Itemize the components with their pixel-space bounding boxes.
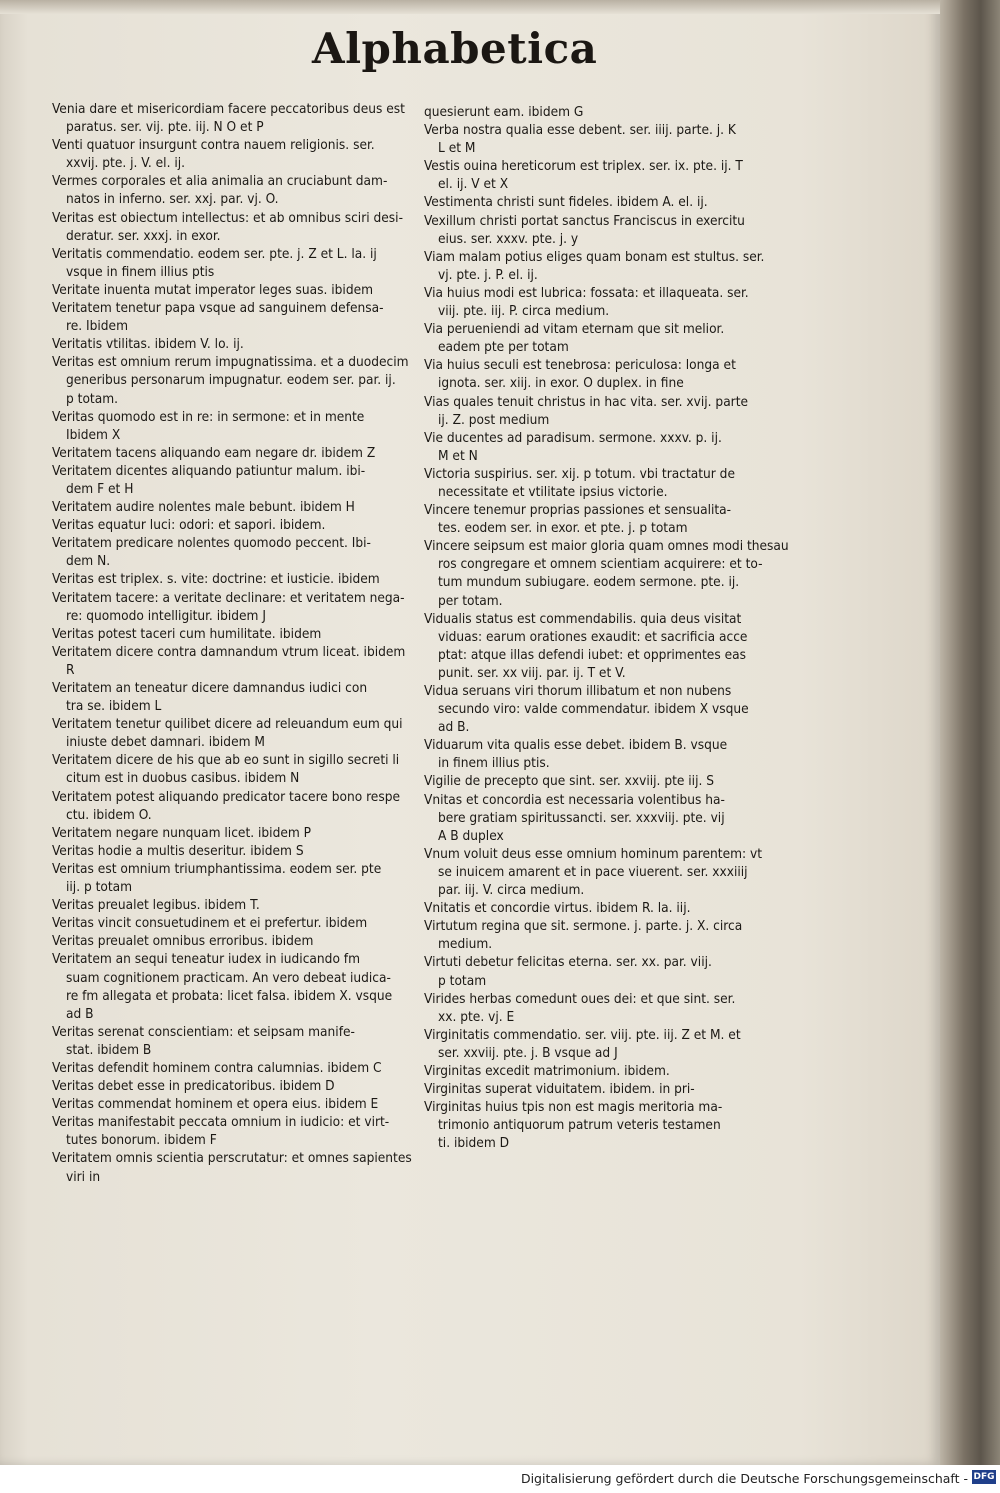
index-entry: Vnitas et concordia est necessaria volentibus ha- bere gratiam spiritussancti. ser. xxxviij. pte. vij A B duplex [424, 791, 725, 844]
index-entry: Vermes corporales et alia animalia an cruciabunt dam- natos in inferno. ser. xxj. par. vj. O. [52, 173, 388, 208]
index-entry: Veritas potest taceri cum humilitate. ibidem [52, 625, 322, 642]
index-entry: Veritatem tenetur quilibet dicere ad releuandum eum qui iniuste debet damnari. ibidem M [52, 716, 403, 751]
index-entry: Venia dare et misericordiam facere peccatoribus deus est paratus. ser. vij. pte. iij. N O et P [52, 101, 405, 136]
index-entry: Veritatem dicere de his que ab eo sunt in sigillo secreti li citum est in duobus casibus. ibidem N [52, 752, 400, 787]
index-entry: Veritatem potest aliquando predicator tacere bono respe ctu. ibidem O. [52, 788, 400, 823]
index-entry: Virginitas excedit matrimonium. ibidem. [424, 1062, 670, 1079]
index-entry: Vnum voluit deus esse omnium hominum parentem: vt se inuicem amarent et in pace viuerent. ser. xxxiiij par. iij. V. circa medium. [424, 845, 763, 899]
index-entry: Venti quatuor insurgunt contra nauem religionis. ser. xxvij. pte. j. V. el. ij. [52, 137, 375, 172]
book-edge [935, 0, 1000, 1465]
index-entry: Vidualis status est commendabilis. quia deus visitat viduas: earum orationes exaudit: et sacrificia acce ptat: atque illas defendi iubet: et opprimentes eas punit. ser. xx viij. par. ij. T et V. [424, 610, 748, 681]
footer-credit: Digitalisierung gefördert durch die Deutsche Forschungsgemeinschaft - [520, 1471, 968, 1486]
index-entry: Virginitas huius tpis non est magis meritoria ma- trimonio antiquorum patrum veteris testamen ti. ibidem D [424, 1099, 723, 1152]
index-entry: Veritatis vtilitas. ibidem V. lo. ij. [52, 336, 244, 353]
index-entry: Veritas est obiectum intellectus: et ab omnibus sciri desi- deratur. ser. xxxj. in exor. [52, 209, 403, 244]
index-entry: Virginitatis commendatio. ser. viij. pte. iij. Z et M. et ser. xxviij. pte. j. B vsque ad J [424, 1026, 741, 1061]
index-entry: Veritas defendit hominem contra calumnias. ibidem C [52, 1059, 382, 1076]
index-entry: Vnitatis et concordie virtus. ibidem R. la. iij. [424, 900, 691, 917]
index-entry: Vincere seipsum est maior gloria quam omnes modi thesau ros congregare et omnem scientiam acquirere: et to- tum mundum subiugare. eodem sermone. pte. ij. per totam. [424, 538, 789, 609]
dfg-logo: DFG [973, 1472, 995, 1482]
footer-bar [0, 1465, 1000, 1493]
index-entry: Vestimenta christi sunt fideles. ibidem A. el. ij. [424, 194, 708, 211]
index-entry: Veritatem dicentes aliquando patiuntur malum. ibi- dem F et H [52, 462, 366, 497]
index-entry: Veritas equatur luci: odori: et sapori. ibidem. [52, 517, 326, 534]
page-top-edge [0, 0, 940, 14]
index-entry: Via perueniendi ad vitam eternam que sit melior. eadem pte per totam [424, 321, 725, 356]
index-entry: Veritas vincit consuetudinem et ei prefertur. ibidem [52, 915, 368, 932]
index-entry: Vigilie de precepto que sint. ser. xxviij. pte iij. S [424, 773, 715, 790]
index-entry: Vidua seruans viri thorum illibatum et non nubens secundo viro: valde commendatur. ibidem X vsque ad B. [424, 683, 749, 736]
index-entry: Veritatem an sequi teneatur iudex in iudicando fm suam cognitionem practicam. An vero debeat iudica- re fm allegata et probata: licet falsa. ibidem X. vsque ad B [52, 951, 393, 1022]
index-entry: Vie ducentes ad paradisum. sermone. xxxv. p. ij. M et N [424, 429, 722, 464]
index-entry: Verba nostra qualia esse debent. ser. iiij. parte. j. K L et M [424, 122, 736, 157]
index-entry: Viduarum vita qualis esse debet. ibidem B. vsque in finem illius ptis. [424, 737, 728, 772]
index-entry: Veritas hodie a multis deseritur. ibidem S [52, 842, 304, 859]
index-entry: Vexillum christi portat sanctus Franciscus in exercitu eius. ser. xxxv. pte. j. y [424, 212, 745, 247]
index-entry: Victoria suspirius. ser. xij. p totum. vbi tractatur de necessitate et vtilitate ipsius victorie. [424, 465, 735, 500]
index-entry: Virides herbas comedunt oues dei: et que sint. ser. xx. pte. vj. E [424, 990, 736, 1025]
index-entry: Veritatem predicare nolentes quomodo peccent. Ibi- dem N. [52, 535, 371, 570]
index-entry: Veritatem audire nolentes male bebunt. ibidem H [52, 499, 355, 516]
index-entry: Veritas manifestabit peccata omnium in iudicio: et virt- tutes bonorum. ibidem F [52, 1114, 390, 1149]
index-entry: Vincere tenemur proprias passiones et sensualita- tes. eodem ser. in exor. et pte. j. p totam [424, 502, 732, 537]
index-entry: quesierunt eam. ibidem G [424, 104, 584, 120]
index-entry: Vestis ouina hereticorum est triplex. ser. ix. pte. ij. T el. ij. V et X [424, 158, 743, 193]
index-entry: Veritatem tacens aliquando eam negare dr. ibidem Z [52, 444, 376, 461]
index-entry: Virginitas superat viduitatem. ibidem. in pri- [424, 1081, 695, 1098]
index-entry: Veritas preualet omnibus erroribus. ibidem [52, 933, 314, 950]
index-entry: Veritate inuenta mutat imperator leges suas. ibidem [52, 281, 374, 298]
index-entry: Veritatem an teneatur dicere damnandus iudici con tra se. ibidem L [52, 680, 368, 715]
index-entry: Veritas preualet legibus. ibidem T. [52, 897, 260, 914]
index-entry: Viam malam potius eliges quam bonam est stultus. ser. vj. pte. j. P. el. ij. [424, 248, 765, 283]
index-entry: Veritas est omnium rerum impugnatissima. et a duodecim generibus personarum impugnatur. eodem ser. par. ij. p totam. [52, 354, 409, 407]
index-entry: Veritatem negare nunquam licet. ibidem P [52, 824, 312, 841]
index-entry: Veritatem tacere: a veritate declinare: et veritatem nega- re: quomodo intelligitur. ibidem J [52, 589, 405, 624]
index-entry: Veritas est omnium triumphantissima. eodem ser. pte iij. p totam [52, 860, 382, 896]
right-column [424, 103, 796, 1152]
index-entry: Veritatem omnis scientia perscrutatur: et omnes sapientes viri in [52, 1150, 412, 1185]
index-entry: Veritas serenat conscientiam: et seipsam manife- stat. ibidem B [52, 1023, 355, 1058]
index-entry: Veritas commendat hominem et opera eius. ibidem E [52, 1096, 379, 1113]
index-entry: Via huius modi est lubrica: fossata: et illaqueata. ser. viij. pte. iij. P. circa medium. [424, 284, 749, 320]
index-entry: Veritatem dicere contra damnandum vtrum liceat. ibidem R [52, 643, 406, 678]
left-column [52, 100, 412, 1186]
index-entry: Virtuti debetur felicitas eterna. ser. xx. par. viij. p totam [424, 954, 712, 989]
index-entry: Virtutum regina que sit. sermone. j. parte. j. X. circa medium. [424, 918, 743, 953]
running-title: Alphabetica [312, 24, 598, 73]
index-entry: Veritatem tenetur papa vsque ad sanguinem defensa- re. Ibidem [52, 300, 384, 335]
index-entry: Veritas quomodo est in re: in sermone: et in mente Ibidem X [52, 408, 365, 443]
index-entry: Veritas debet esse in predicatoribus. ibidem D [52, 1078, 335, 1095]
index-entry: Via huius seculi est tenebrosa: periculosa: longa et ignota. ser. xiij. in exor. O duplex. in fine [424, 357, 736, 392]
index-entry: Veritatis commendatio. eodem ser. pte. j. Z et L. la. ij vsque in finem illius ptis [52, 245, 377, 280]
index-entry: Veritas est triplex. s. vite: doctrine: et iusticie. ibidem [52, 571, 380, 588]
index-entry: Vias quales tenuit christus in hac vita. ser. xvij. parte ij. Z. post medium [424, 393, 749, 428]
